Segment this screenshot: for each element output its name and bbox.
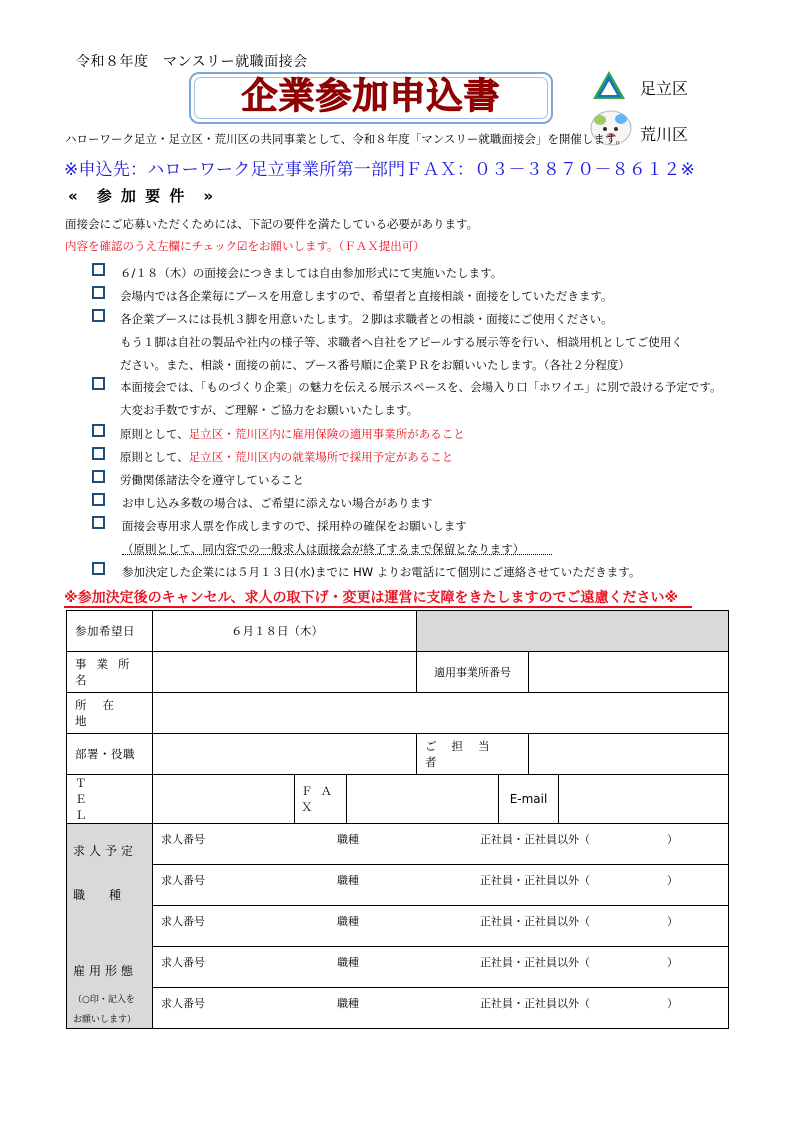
contact-field[interactable] <box>529 734 729 775</box>
employment-type-label: 正社員・正社員以外（ ） <box>480 874 678 887</box>
fax-field[interactable] <box>347 775 499 824</box>
requirement-prefix: 原則として、 <box>120 427 189 441</box>
requirement-text: ６/１８（木）の面接会につきましては自由参加形式にて実施いたします。 <box>120 266 503 280</box>
requirement-prefix: 原則として、 <box>120 450 189 464</box>
date-value-cell[interactable] <box>153 611 417 652</box>
job-note: （○印・記入を <box>73 995 135 1005</box>
fax-label: ＦＡＸ <box>295 775 347 824</box>
adachi-ward-label: 足立区 <box>640 79 689 98</box>
requirement-text: 面接会専用求人票を作成しますので、採用枠の確保をお願いします <box>122 519 467 533</box>
job-number-label: 求人番号 <box>161 915 205 928</box>
job-number-label: 求人番号 <box>161 956 205 969</box>
requirement-checkbox[interactable] <box>92 470 105 483</box>
insured-no-label: 適用事業所番号 <box>417 652 529 693</box>
job-type-field-label: 職種 <box>337 833 359 846</box>
requirement-text: 各企業ブースには長机３脚を用意いたします。２脚は求職者との相談・面接にご使用ください。 <box>120 312 613 326</box>
apply-to-fax: ※申込先：ハローワーク足立事業所第一部門ＦＡＸ：０３－３８７０－８６１２※ <box>64 160 695 180</box>
job-number-label: 求人番号 <box>161 997 205 1010</box>
job-row[interactable] <box>153 865 729 906</box>
employment-type-label: 正社員・正社員以外（ ） <box>480 915 678 928</box>
address-label: 所在地 <box>67 693 153 734</box>
company-field[interactable] <box>153 652 417 693</box>
requirement-text: 大変お手数ですが、ご理解・ご協力をお願いいたします。 <box>120 403 419 417</box>
requirements-heading: « 参 加 要 件 » <box>68 187 216 205</box>
requirement-checkbox[interactable] <box>92 447 105 460</box>
job-row[interactable] <box>153 824 729 865</box>
company-label: 事業所名 <box>67 652 153 693</box>
job-row[interactable] <box>153 947 729 988</box>
job-type-field-label: 職種 <box>337 874 359 887</box>
email-label: E-mail <box>499 775 559 824</box>
requirement-text: 本面接会では、「ものづくり企業」の魅力を伝える展示スペースを、会場入り口「ホワイエ」に別で設ける予定です。 <box>120 380 722 394</box>
address-field[interactable] <box>153 693 729 734</box>
job-label-cell <box>67 824 153 1029</box>
warning-underline <box>64 606 692 608</box>
requirement-checkbox[interactable] <box>92 309 105 322</box>
job-type-field-label: 職種 <box>337 915 359 928</box>
intro-text: ハローワーク足立・足立区・荒川区の共同事業として、令和８年度「マンスリー就職面接会」を開催します。 <box>65 132 627 146</box>
requirement-emphasis: 足立区・荒川区内の就業場所で採用予定があること <box>188 450 454 464</box>
tel-label: ＴＥＬ <box>67 775 153 824</box>
requirement-text <box>120 426 465 442</box>
event-title: 令和８年度 マンスリー就職面接会 <box>76 54 308 70</box>
requirement-checkbox[interactable] <box>92 516 105 529</box>
job-row[interactable] <box>153 906 729 947</box>
employment-type-label: 正社員・正社員以外（ ） <box>480 956 678 969</box>
requirement-checkbox[interactable] <box>92 493 105 506</box>
date-value: ６月１８日（木） <box>231 624 323 638</box>
job-row[interactable] <box>153 988 729 1029</box>
requirement-text: 参加決定した企業には５月１３日(水)までに HW よりお電話にて個別にご連絡させていただきます。 <box>122 565 641 579</box>
requirement-checkbox[interactable] <box>92 562 105 575</box>
page-title: 企業参加申込書 <box>241 76 501 117</box>
date-label: 参加希望日 <box>67 611 153 652</box>
requirement-text: お申し込み多数の場合は、ご希望に添えない場合があります <box>122 496 433 510</box>
job-type-label: 職 種 <box>73 888 122 902</box>
requirement-text <box>120 449 453 465</box>
job-number-label: 求人番号 <box>161 833 205 846</box>
requirement-text: 労働関係諸法令を遵守していること <box>120 473 304 487</box>
employment-label: 雇用形態 <box>73 964 138 978</box>
requirement-checkbox[interactable] <box>92 263 105 276</box>
requirement-note: （原則として、同内容での一般求人は面接会が終了するまで保留となります） <box>122 542 525 556</box>
requirements-lead: 面接会にご応募いただくためには、下記の要件を満たしている必要があります。 <box>65 217 479 231</box>
requirement-text: ださい。また、相談・面接の前に、ブース番号順に企業ＰＲをお願いいたします。（各社２分程度） <box>120 358 630 372</box>
job-plan-label: 求人予定 <box>73 844 138 858</box>
adachi-logo-icon <box>592 70 626 100</box>
employment-type-label: 正社員・正社員以外（ ） <box>480 997 678 1010</box>
cancellation-warning: ※参加決定後のキャンセル、求人の取下げ・変更は運営に支障をきたしますのでご遠慮ください※ <box>64 590 679 606</box>
employment-type-label: 正社員・正社員以外（ ） <box>480 833 678 846</box>
requirement-emphasis: 足立区・荒川区内に雇用保険の適用事業所があること <box>188 427 465 441</box>
note-underline <box>122 554 552 555</box>
dept-label: 部署・役職 <box>67 734 153 775</box>
dept-field[interactable] <box>153 734 417 775</box>
job-note-2: お願いします） <box>73 1015 137 1025</box>
requirements-instruction: 内容を確認のうえ左欄にチェック☑をお願いします。（ＦＡＸ提出可） <box>65 239 425 253</box>
job-type-field-label: 職種 <box>337 997 359 1010</box>
insured-no-field[interactable] <box>529 652 729 693</box>
date-gray-cell <box>417 611 729 652</box>
requirement-checkbox[interactable] <box>92 424 105 437</box>
requirement-text: もう１脚は自社の製品や社内の様子等、求職者へ自社をアピールする展示等を行い、相談用机としてご使用く <box>120 335 683 349</box>
contact-label: ご担当者 <box>417 734 529 775</box>
job-number-label: 求人番号 <box>161 874 205 887</box>
requirement-text: 会場内では各企業毎にブースを用意しますので、希望者と直接相談・面接をしていただきます。 <box>120 289 613 303</box>
requirement-checkbox[interactable] <box>92 377 105 390</box>
arakawa-ward-label: 荒川区 <box>640 125 689 144</box>
email-field[interactable] <box>559 775 729 824</box>
requirement-checkbox[interactable] <box>92 286 105 299</box>
job-type-field-label: 職種 <box>337 956 359 969</box>
application-form <box>66 610 729 1029</box>
tel-field[interactable] <box>153 775 295 824</box>
